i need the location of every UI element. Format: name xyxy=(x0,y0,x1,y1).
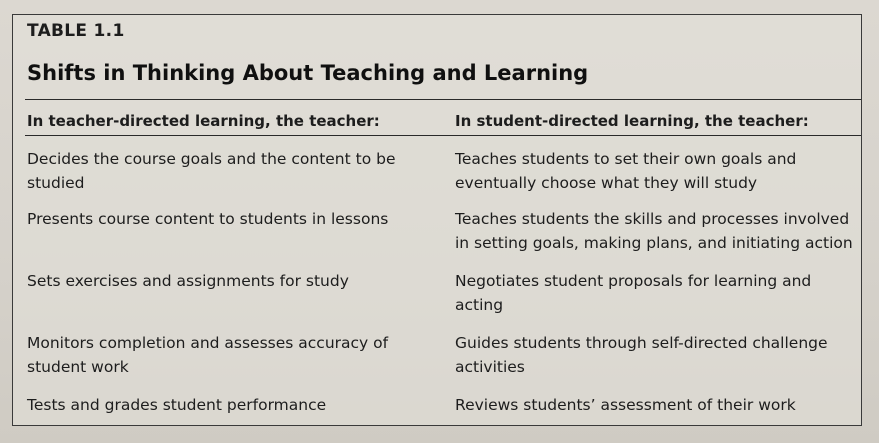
table-cell-student-directed: Guides students through self-directed challenge activities xyxy=(455,334,828,376)
title-divider xyxy=(25,99,861,100)
table-cell-student-directed: Teaches students to set their own goals and eventually choose what they will study xyxy=(455,150,797,192)
table-cell-student-directed: Teaches students the skills and processes involved in setting goals, making plans, and initiating action xyxy=(455,210,853,252)
table-cell-teacher-directed: Decides the course goals and the content to be studied xyxy=(27,150,396,192)
column-header-student-directed: In student-directed learning, the teacher: xyxy=(455,112,809,130)
table-title: Shifts in Thinking About Teaching and Learning xyxy=(27,61,589,85)
table-cell-student-directed: Negotiates student proposals for learning and acting xyxy=(455,272,812,314)
table-cell-teacher-directed: Presents course content to students in lessons xyxy=(27,210,389,228)
table-cell-teacher-directed: Tests and grades student performance xyxy=(27,396,327,414)
table-cell-student-directed: Reviews students’ assessment of their work xyxy=(455,396,796,414)
column-header-teacher-directed: In teacher-directed learning, the teacher: xyxy=(27,112,380,130)
table-frame xyxy=(12,14,862,426)
table-label: TABLE 1.1 xyxy=(27,21,125,41)
header-divider xyxy=(25,135,861,136)
table-cell-teacher-directed: Sets exercises and assignments for study xyxy=(27,272,349,290)
table-cell-teacher-directed: Monitors completion and assesses accuracy of student work xyxy=(27,334,389,376)
